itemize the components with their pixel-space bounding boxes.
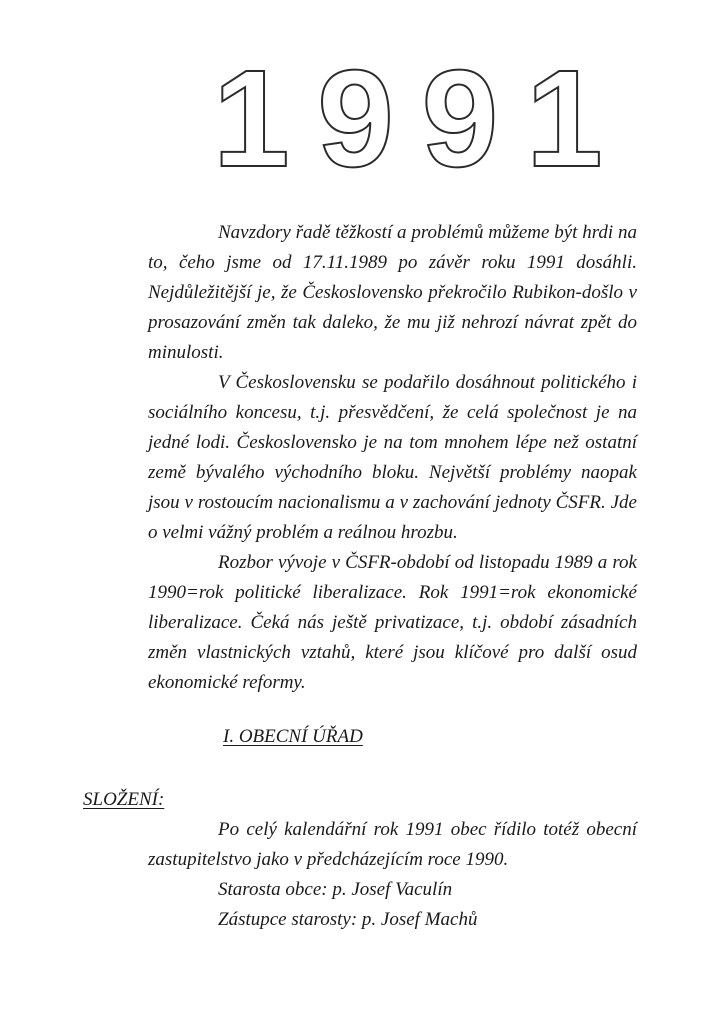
- subsection-label: SLOŽENÍ:: [83, 789, 165, 810]
- subsection-label-row: [83, 785, 637, 815]
- intro-paragraph-2: V Československu se podařilo dosáhnout politického i sociálního koncesu, t.j. přesvědčení, že celá společnost je na jedné lodi. Československo je na tom mnohem lépe než ostatní země bývalého východního bloku. Největší problémy naopak jsou v rostoucím nacionalismu a v zachování jednoty ČSFR. Jde o velmi vážný problém a reálnou hrozbu.: [148, 372, 637, 543]
- official-starosta: Starosta obce: p. Josef Vaculín: [218, 879, 453, 900]
- intro-paragraph-1: Navzdory řadě těžkostí a problémů můžeme být hrdi na to, čeho jsme od 17.11.1989 po závěr roku 1991 dosáhli. Nejdůležitější je, že Československo překročilo Rubikon-došlo v prosazování změn tak daleko, že mu již nehrozí návrat zpět do minulosti.: [148, 222, 637, 363]
- section-heading: I. OBECNÍ ÚŘAD: [223, 726, 363, 747]
- intro-paragraph-3: Rozbor vývoje v ČSFR-období od listopadu 1989 a rok 1990=rok politické liberalizace. Rok 1991=rok ekonomické liberalizace. Čeká nás ještě privatizace, t.j. období zásadních změn vlastnických vztahů, které jsou klíčové pro další osud ekonomické reformy.: [148, 552, 637, 693]
- section-heading-row: [223, 722, 637, 752]
- year-title: 1991: [212, 42, 631, 196]
- official-zastupce: Zástupce starosty: p. Josef Machů: [218, 909, 478, 930]
- document-body: [83, 218, 637, 935]
- composition-paragraph: Po celý kalendářní rok 1991 obec řídilo totéž obecní zastupitelstvo jako v předcházejícím roce 1990.: [148, 819, 637, 870]
